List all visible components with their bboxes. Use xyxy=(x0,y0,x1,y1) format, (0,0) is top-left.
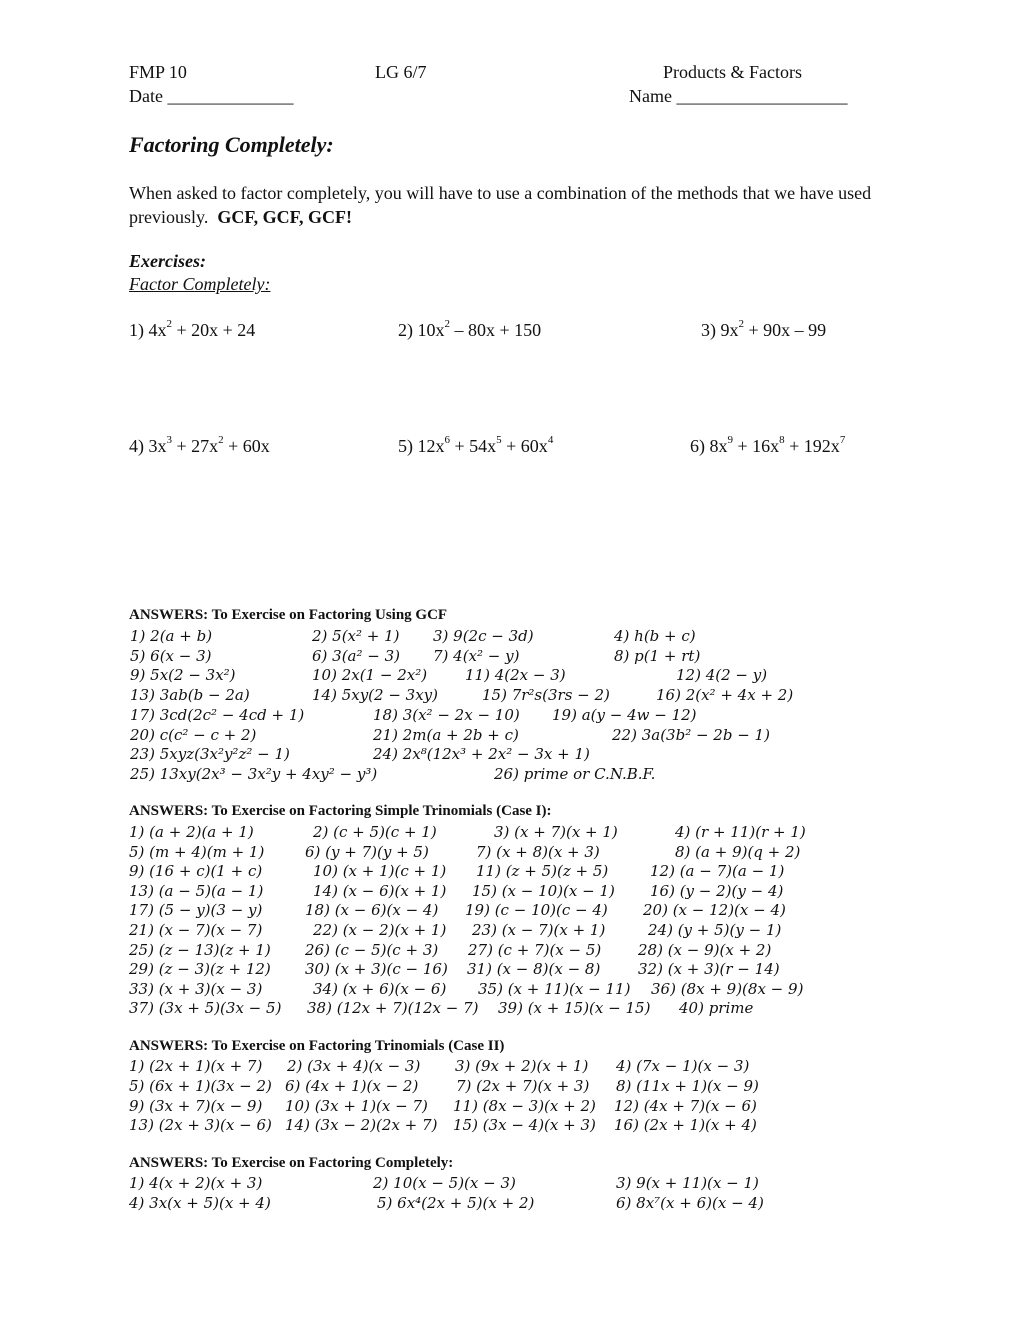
answer-item: 11) (8x − 3)(x + 2) xyxy=(453,1096,596,1115)
answer-item: 23) (x − 7)(x + 1) xyxy=(472,921,606,939)
answers-section-title: ANSWERS: To Exercise on Factoring Simple Trinomials (Case I): xyxy=(129,803,552,819)
answer-item: 1) (2x + 1)(x + 7) xyxy=(129,1057,263,1075)
answer-item: 11) (z + 5)(z + 5) xyxy=(476,862,609,881)
answer-item: 37) (3x + 5)(3x − 5) xyxy=(129,999,282,1018)
answer-item: 2) 10(x − 5)(x − 3) xyxy=(373,1174,516,1192)
course-label: FMP 10 xyxy=(129,62,187,82)
exercise-term: 12x xyxy=(417,436,445,456)
exercise-exponent: 4 xyxy=(547,434,554,446)
answer-item: 3) 9(x + 11)(x − 1) xyxy=(616,1174,759,1192)
exercise-term: + 90x – 99 xyxy=(744,320,827,340)
answer-item: 27) (c + 7)(x − 5) xyxy=(468,940,602,959)
answer-item: 19) (c − 10)(c − 4) xyxy=(465,901,608,920)
name-field: Name ___________________ xyxy=(629,86,848,106)
answer-item: 6) (y + 7)(y + 5) xyxy=(305,842,429,861)
answer-item: 4) (r + 11)(r + 1) xyxy=(675,823,806,841)
answer-item: 32) (x + 3)(r − 14) xyxy=(638,960,780,979)
exercise-item xyxy=(129,436,270,457)
exercise-exponent: 5 xyxy=(496,434,502,446)
exercise-term: – 80x + 150 xyxy=(450,320,542,340)
exercise-exponent: 9 xyxy=(727,434,733,446)
answer-item: 12) (a − 7)(a − 1) xyxy=(650,862,785,881)
answer-item: 22) (x − 2)(x + 1) xyxy=(313,921,447,939)
answer-item: 18) 3(x² − 2x − 10) xyxy=(373,705,520,724)
answer-item: 25) 13xy(2x³ − 3x²y + 4xy² − y³) xyxy=(130,764,378,783)
exercise-term: + 192x xyxy=(784,436,840,456)
answer-item: 18) (x − 6)(x − 4) xyxy=(305,901,439,920)
exercise-exponent: 8 xyxy=(779,434,785,446)
answer-item: 30) (x + 3)(c − 16) xyxy=(305,960,448,979)
answer-item: 6) (4x + 1)(x − 2) xyxy=(285,1076,419,1095)
answer-item: 11) 4(2x − 3) xyxy=(465,666,566,685)
answer-item: 2) (3x + 4)(x − 3) xyxy=(287,1057,421,1075)
exercise-exponent: 2 xyxy=(444,318,450,330)
answer-item: 8) (11x + 1)(x − 9) xyxy=(616,1076,759,1095)
answer-item: 3) 9(2c − 3d) xyxy=(433,627,534,645)
exercise-exponent: 2 xyxy=(218,434,224,446)
answer-item: 33) (x + 3)(x − 3) xyxy=(129,979,263,998)
answer-item: 7) (x + 8)(x + 3) xyxy=(476,842,600,861)
answer-item: 21) (x − 7)(x − 7) xyxy=(129,921,263,939)
exercise-exponent: 3 xyxy=(166,434,172,446)
intro-paragraph xyxy=(129,181,889,229)
answer-item: 17) 3cd(2c² − 4cd + 1) xyxy=(130,705,305,724)
answer-item: 25) (z − 13)(z + 1) xyxy=(129,940,271,959)
exercise-term: + 60x xyxy=(501,436,548,456)
exercises-heading: Exercises: xyxy=(129,251,206,271)
answer-item: 9) (3x + 7)(x − 9) xyxy=(129,1096,263,1115)
answer-item: 14) (3x − 2)(2x + 7) xyxy=(285,1116,438,1135)
answer-item: 26) prime or C.N.B.F. xyxy=(494,764,656,783)
exercises-subheading: Factor Completely: xyxy=(129,274,271,294)
exercise-exponent: 2 xyxy=(166,318,172,330)
answer-item: 36) (8x + 9)(8x − 9) xyxy=(651,979,804,998)
answer-item: 3) (9x + 2)(x + 1) xyxy=(455,1057,589,1075)
answer-item: 4) (7x − 1)(x − 3) xyxy=(616,1057,750,1075)
answer-item: 24) 2x⁸(12x³ + 2x² − 3x + 1) xyxy=(373,745,590,764)
answer-item: 7) (2x + 7)(x + 3) xyxy=(456,1076,590,1095)
answer-item: 15) (x − 10)(x − 1) xyxy=(472,881,615,900)
exercise-item xyxy=(129,320,255,341)
exercise-term: + 16x xyxy=(733,436,780,456)
answer-item: 1) 4(x + 2)(x + 3) xyxy=(129,1174,263,1192)
answer-item: 1) (a + 2)(a + 1) xyxy=(129,823,254,841)
answer-item: 21) 2m(a + 2b + c) xyxy=(373,725,519,744)
page-title: Factoring Completely: xyxy=(129,132,334,157)
answer-item: 10) (x + 1)(c + 1) xyxy=(313,862,447,881)
lg-label: LG 6/7 xyxy=(375,62,427,82)
exercise-number: 5) xyxy=(398,436,418,456)
answer-item: 2) (c + 5)(c + 1) xyxy=(313,823,437,841)
answer-item: 5) (m + 4)(m + 1) xyxy=(129,842,265,861)
answer-item: 28) (x − 9)(x + 2) xyxy=(638,940,772,959)
answer-item: 26) (c − 5)(c + 3) xyxy=(305,940,439,959)
answer-item: 35) (x + 11)(x − 11) xyxy=(478,979,631,998)
answer-item: 4) 3x(x + 5)(x + 4) xyxy=(129,1193,271,1212)
answer-item: 12) 4(2 − y) xyxy=(676,666,768,685)
exercise-exponent: 2 xyxy=(738,318,744,330)
answers-section-title: ANSWERS: To Exercise on Factoring Trinomials (Case II) xyxy=(129,1038,505,1054)
answer-item: 14) 5xy(2 − 3xy) xyxy=(312,686,439,705)
answer-item: 14) (x − 6)(x + 1) xyxy=(313,881,447,900)
answer-item: 24) (y + 5)(y − 1) xyxy=(648,921,782,939)
intro-emphasis: GCF, GCF, GCF! xyxy=(217,207,353,227)
exercise-number: 2) xyxy=(398,320,418,340)
answer-item: 20) (x − 12)(x − 4) xyxy=(643,901,786,920)
exercise-term: 10x xyxy=(417,320,445,340)
answer-item: 15) (3x − 4)(x + 3) xyxy=(453,1116,596,1135)
answer-item: 40) prime xyxy=(679,999,754,1018)
exercise-term: + 27x xyxy=(172,436,219,456)
answer-item: 16) (2x + 1)(x + 4) xyxy=(614,1116,757,1135)
answer-item: 7) 4(x² − y) xyxy=(433,646,520,665)
answer-item: 8) (a + 9)(q + 2) xyxy=(675,842,801,861)
answers-section-title: ANSWERS: To Exercise on Factoring Completely: xyxy=(129,1155,454,1171)
exercise-term: 8x xyxy=(709,436,728,456)
answer-item: 29) (z − 3)(z + 12) xyxy=(129,960,271,979)
answer-item: 9) (16 + c)(1 + c) xyxy=(129,862,263,881)
exercise-item xyxy=(398,436,553,457)
exercise-number: 3) xyxy=(701,320,721,340)
exercise-exponent: 6 xyxy=(444,434,450,446)
answer-item: 6) 8x⁷(x + 6)(x − 4) xyxy=(616,1193,764,1212)
answer-item: 16) (y − 2)(y − 4) xyxy=(650,881,784,900)
exercise-term: + 60x xyxy=(223,436,270,456)
unit-label: Products & Factors xyxy=(663,62,802,82)
answer-item: 10) 2x(1 − 2x²) xyxy=(312,666,428,685)
answer-item: 8) p(1 + rt) xyxy=(614,646,701,665)
answer-item: 39) (x + 15)(x − 15) xyxy=(498,999,651,1018)
intro-text: When asked to factor completely, you will have to use a combination of the methods that we have used previously. xyxy=(129,183,872,227)
answer-item: 34) (x + 6)(x − 6) xyxy=(313,979,447,998)
answer-item: 9) 5x(2 − 3x²) xyxy=(130,666,236,685)
answer-item: 5) 6x⁴(2x + 5)(x + 2) xyxy=(377,1193,535,1212)
answer-item: 38) (12x + 7)(12x − 7) xyxy=(307,999,479,1018)
answer-item: 17) (5 − y)(3 − y) xyxy=(129,901,263,920)
answers-section-title: ANSWERS: To Exercise on Factoring Using GCF xyxy=(129,607,448,623)
answer-item: 31) (x − 8)(x − 8) xyxy=(467,960,601,979)
answer-item: 13) (a − 5)(a − 1) xyxy=(129,881,264,900)
exercise-term: 3x xyxy=(148,436,167,456)
exercise-term: 9x xyxy=(720,320,739,340)
answer-item: 6) 3(a² − 3) xyxy=(312,646,401,665)
answer-item: 22) 3a(3b² − 2b − 1) xyxy=(612,725,770,744)
exercise-term: + 20x + 24 xyxy=(172,320,256,340)
answer-item: 13) 3ab(b − 2a) xyxy=(130,686,250,705)
date-field: Date ______________ xyxy=(129,86,294,106)
answer-item: 10) (3x + 1)(x − 7) xyxy=(285,1096,428,1115)
exercise-item xyxy=(690,436,845,457)
answer-item: 4) h(b + c) xyxy=(614,627,696,645)
exercise-term: + 54x xyxy=(450,436,497,456)
exercise-term: 4x xyxy=(148,320,167,340)
answer-item: 5) 6(x − 3) xyxy=(130,646,212,665)
exercise-item xyxy=(701,320,826,341)
answer-item: 1) 2(a + b) xyxy=(130,627,213,645)
answer-item: 20) c(c² − c + 2) xyxy=(130,725,257,744)
exercise-item xyxy=(398,320,541,341)
exercise-number: 1) xyxy=(129,320,149,340)
answer-item: 23) 5xyz(3x²y²z² − 1) xyxy=(130,745,290,764)
exercise-exponent: 7 xyxy=(839,434,846,446)
answer-item: 2) 5(x² + 1) xyxy=(312,627,400,645)
answer-item: 3) (x + 7)(x + 1) xyxy=(494,823,618,841)
answer-item: 13) (2x + 3)(x − 6) xyxy=(129,1116,272,1135)
answer-item: 16) 2(x² + 4x + 2) xyxy=(656,686,794,705)
answer-item: 5) (6x + 1)(3x − 2) xyxy=(129,1076,272,1095)
exercise-number: 6) xyxy=(690,436,710,456)
answer-item: 12) (4x + 7)(x − 6) xyxy=(614,1096,757,1115)
answer-item: 15) 7r²s(3rs − 2) xyxy=(482,686,610,705)
exercise-number: 4) xyxy=(129,436,149,456)
answer-item: 19) a(y − 4w − 12) xyxy=(552,705,697,724)
